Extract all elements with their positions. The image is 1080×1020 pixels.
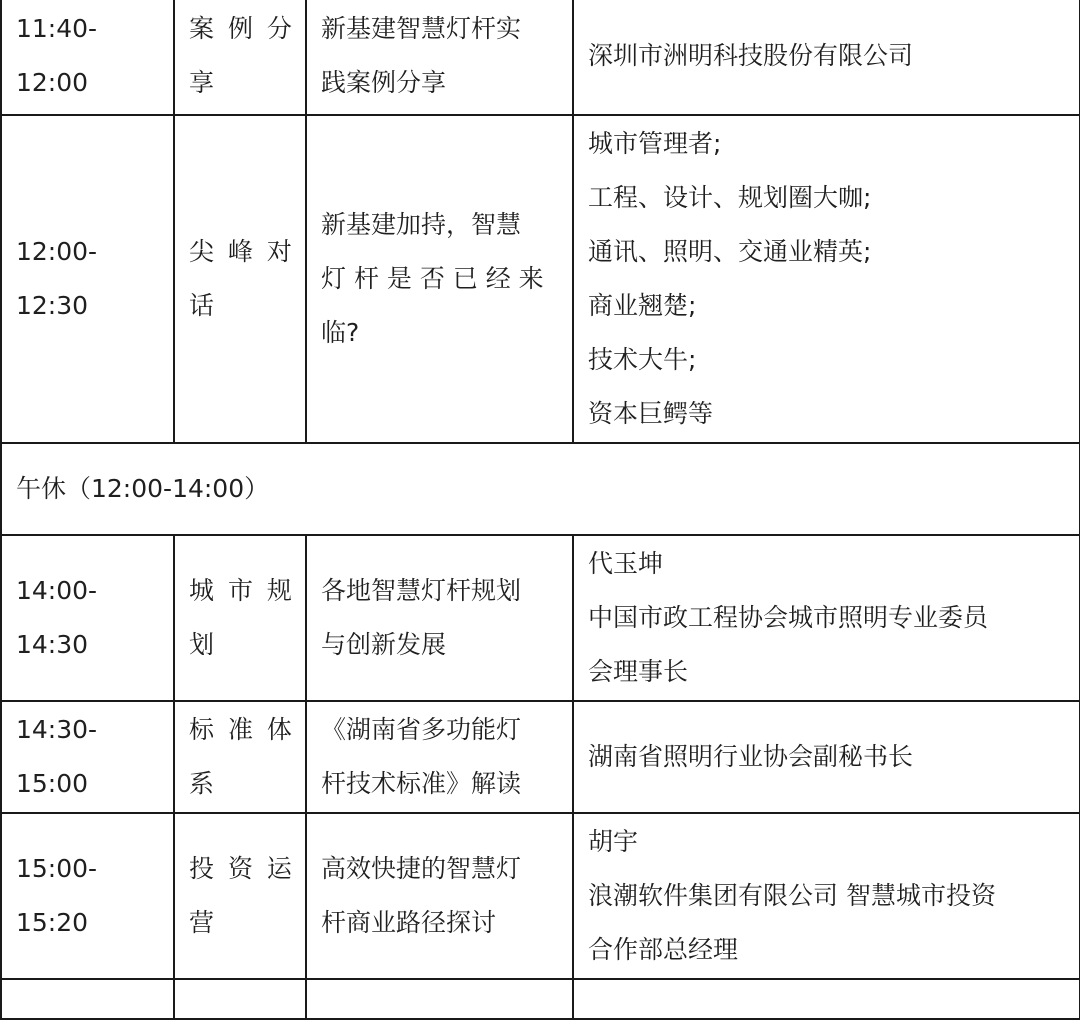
topic-cell	[306, 0, 573, 115]
speaker-line: 商业翘楚;	[588, 291, 697, 320]
speaker-cell	[573, 979, 1080, 1019]
topic-line: 临?	[321, 318, 360, 347]
speaker-line: 城市管理者;	[588, 129, 722, 158]
speaker-cell	[573, 115, 1080, 443]
table-row	[1, 535, 1080, 701]
session-type-line: 话	[189, 291, 218, 320]
session-type-line: 营	[189, 908, 218, 937]
table-row	[1, 115, 1080, 443]
time-line: 12:30	[16, 291, 89, 320]
speaker-line: 资本巨鳄等	[588, 399, 714, 428]
session-type-line: 享	[189, 68, 218, 97]
time-cell	[1, 0, 174, 115]
topic-line: 践案例分享	[321, 68, 447, 97]
session-type-line: 案 例 分	[189, 14, 295, 43]
topic-line: 《湖南省多功能灯	[321, 715, 522, 744]
topic-line: 灯 杆 是 否 已 经 来	[321, 264, 544, 293]
speaker-line: 工程、设计、规划圈大咖;	[588, 183, 872, 212]
session-type-line: 系	[189, 769, 218, 798]
session-type-line: 划	[189, 630, 218, 659]
table-row	[1, 979, 1080, 1019]
time-cell	[1, 115, 174, 443]
topic-cell	[306, 115, 573, 443]
time-cell	[1, 979, 174, 1019]
speaker-line: 技术大牛;	[588, 345, 697, 374]
session-type-cell	[174, 979, 306, 1019]
topic-line: 杆技术标准》解读	[321, 769, 522, 798]
session-type-cell	[174, 701, 306, 813]
speaker-cell	[573, 701, 1080, 813]
time-line: 15:20	[16, 908, 89, 937]
session-type-line: 标 准 体	[189, 715, 295, 744]
break-row	[1, 443, 1080, 535]
speaker-line: 通讯、照明、交通业精英;	[588, 237, 872, 266]
topic-line: 高效快捷的智慧灯	[321, 854, 522, 883]
speaker-cell	[573, 535, 1080, 701]
time-line: 11:40-	[16, 14, 98, 43]
speaker-cell	[573, 813, 1080, 979]
topic-line: 与创新发展	[321, 630, 447, 659]
speaker-line: 代玉坤	[588, 549, 664, 578]
speaker-cell	[573, 0, 1080, 115]
time-line: 12:00-	[16, 237, 98, 266]
topic-cell	[306, 535, 573, 701]
session-type-line: 城 市 规	[189, 576, 295, 605]
session-type-cell	[174, 535, 306, 701]
speaker-line: 中国市政工程协会城市照明专业委员	[588, 603, 989, 632]
session-type-cell	[174, 813, 306, 979]
topic-cell	[306, 701, 573, 813]
speaker-line: 合作部总经理	[588, 935, 739, 964]
topic-cell	[306, 979, 573, 1019]
topic-line: 各地智慧灯杆规划	[321, 576, 522, 605]
time-line: 14:30-	[16, 715, 98, 744]
session-type-line: 投 资 运	[189, 854, 295, 883]
time-line: 15:00	[16, 769, 89, 798]
speaker-line: 胡宇	[588, 827, 639, 856]
time-line: 14:30	[16, 630, 89, 659]
time-line: 14:00-	[16, 576, 98, 605]
table-row	[1, 701, 1080, 813]
speaker-line: 浪潮软件集团有限公司 智慧城市投资	[588, 881, 996, 910]
speaker-line: 会理事长	[588, 657, 689, 686]
time-cell	[1, 701, 174, 813]
session-type-cell	[174, 0, 306, 115]
time-cell	[1, 813, 174, 979]
topic-line: 新基建加持，智慧	[321, 210, 522, 239]
time-cell	[1, 535, 174, 701]
topic-line: 新基建智慧灯杆实	[321, 14, 522, 43]
speaker-line: 湖南省照明行业协会副秘书长	[588, 742, 914, 771]
table-row	[1, 0, 1080, 115]
topic-cell	[306, 813, 573, 979]
lunch-break-cell	[1, 443, 1080, 535]
session-type-cell	[174, 115, 306, 443]
topic-line: 杆商业路径探讨	[321, 908, 497, 937]
speaker-line: 深圳市洲明科技股份有限公司	[588, 41, 914, 70]
table-row	[1, 813, 1080, 979]
lunch-break-label: 午休（12:00-14:00）	[16, 474, 270, 503]
time-line: 15:00-	[16, 854, 98, 883]
session-type-line: 尖 峰 对	[189, 237, 295, 266]
time-line: 12:00	[16, 68, 89, 97]
